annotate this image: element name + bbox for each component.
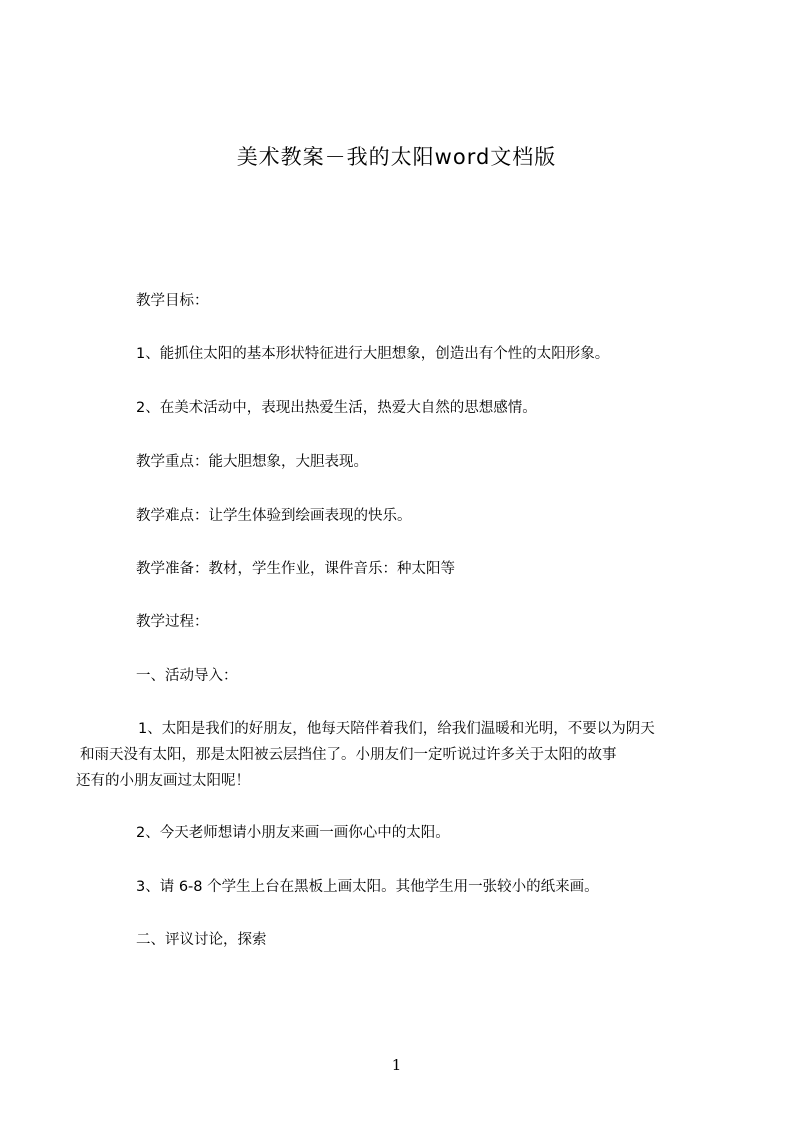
paragraph-line: 还有的小朋友画过太阳呢！ (76, 773, 250, 789)
section-heading-discussion: 二、评议讨论，探索 (136, 932, 267, 948)
section-heading-activity-intro: 一、活动导入： (136, 668, 238, 684)
paragraph-key-points: 教学重点：能大胆想象，大胆表现。 (136, 454, 368, 470)
paragraph-teaching-goals-heading: 教学目标： (136, 293, 209, 309)
paragraph-difficulties: 教学难点：让学生体验到绘画表现的快乐。 (136, 508, 412, 524)
paragraph-goal-2: 2、在美术活动中，表现出热爱生活，热爱大自然的思想感情。 (136, 400, 537, 416)
paragraph-intro-1 (76, 716, 716, 794)
paragraph-line: 1、太阳是我们的好朋友，他每天陪伴着我们，给我们温暖和光明，不要以为阴天 (138, 721, 655, 737)
paragraph-intro-3: 3、请 6-8 个学生上台在黑板上画太阳。其他学生用一张较小的纸来画。 (136, 879, 599, 895)
document-title: 美术教案－我的太阳word文档版 (236, 145, 557, 169)
paragraph-intro-2: 2、今天老师想请小朋友来画一画你心中的太阳。 (136, 825, 450, 841)
page-number: 1 (391, 1056, 402, 1074)
paragraph-preparation: 教学准备：教材，学生作业，课件音乐：种太阳等 (136, 561, 455, 577)
paragraph-process-heading: 教学过程： (136, 614, 209, 630)
paragraph-line: 和雨天没有太阳，那是太阳被云层挡住了。小朋友们一定听说过许多关于太阳的故事 (80, 747, 617, 763)
paragraph-goal-1: 1、能抓住太阳的基本形状特征进行大胆想象，创造出有个性的太阳形象。 (136, 346, 610, 362)
